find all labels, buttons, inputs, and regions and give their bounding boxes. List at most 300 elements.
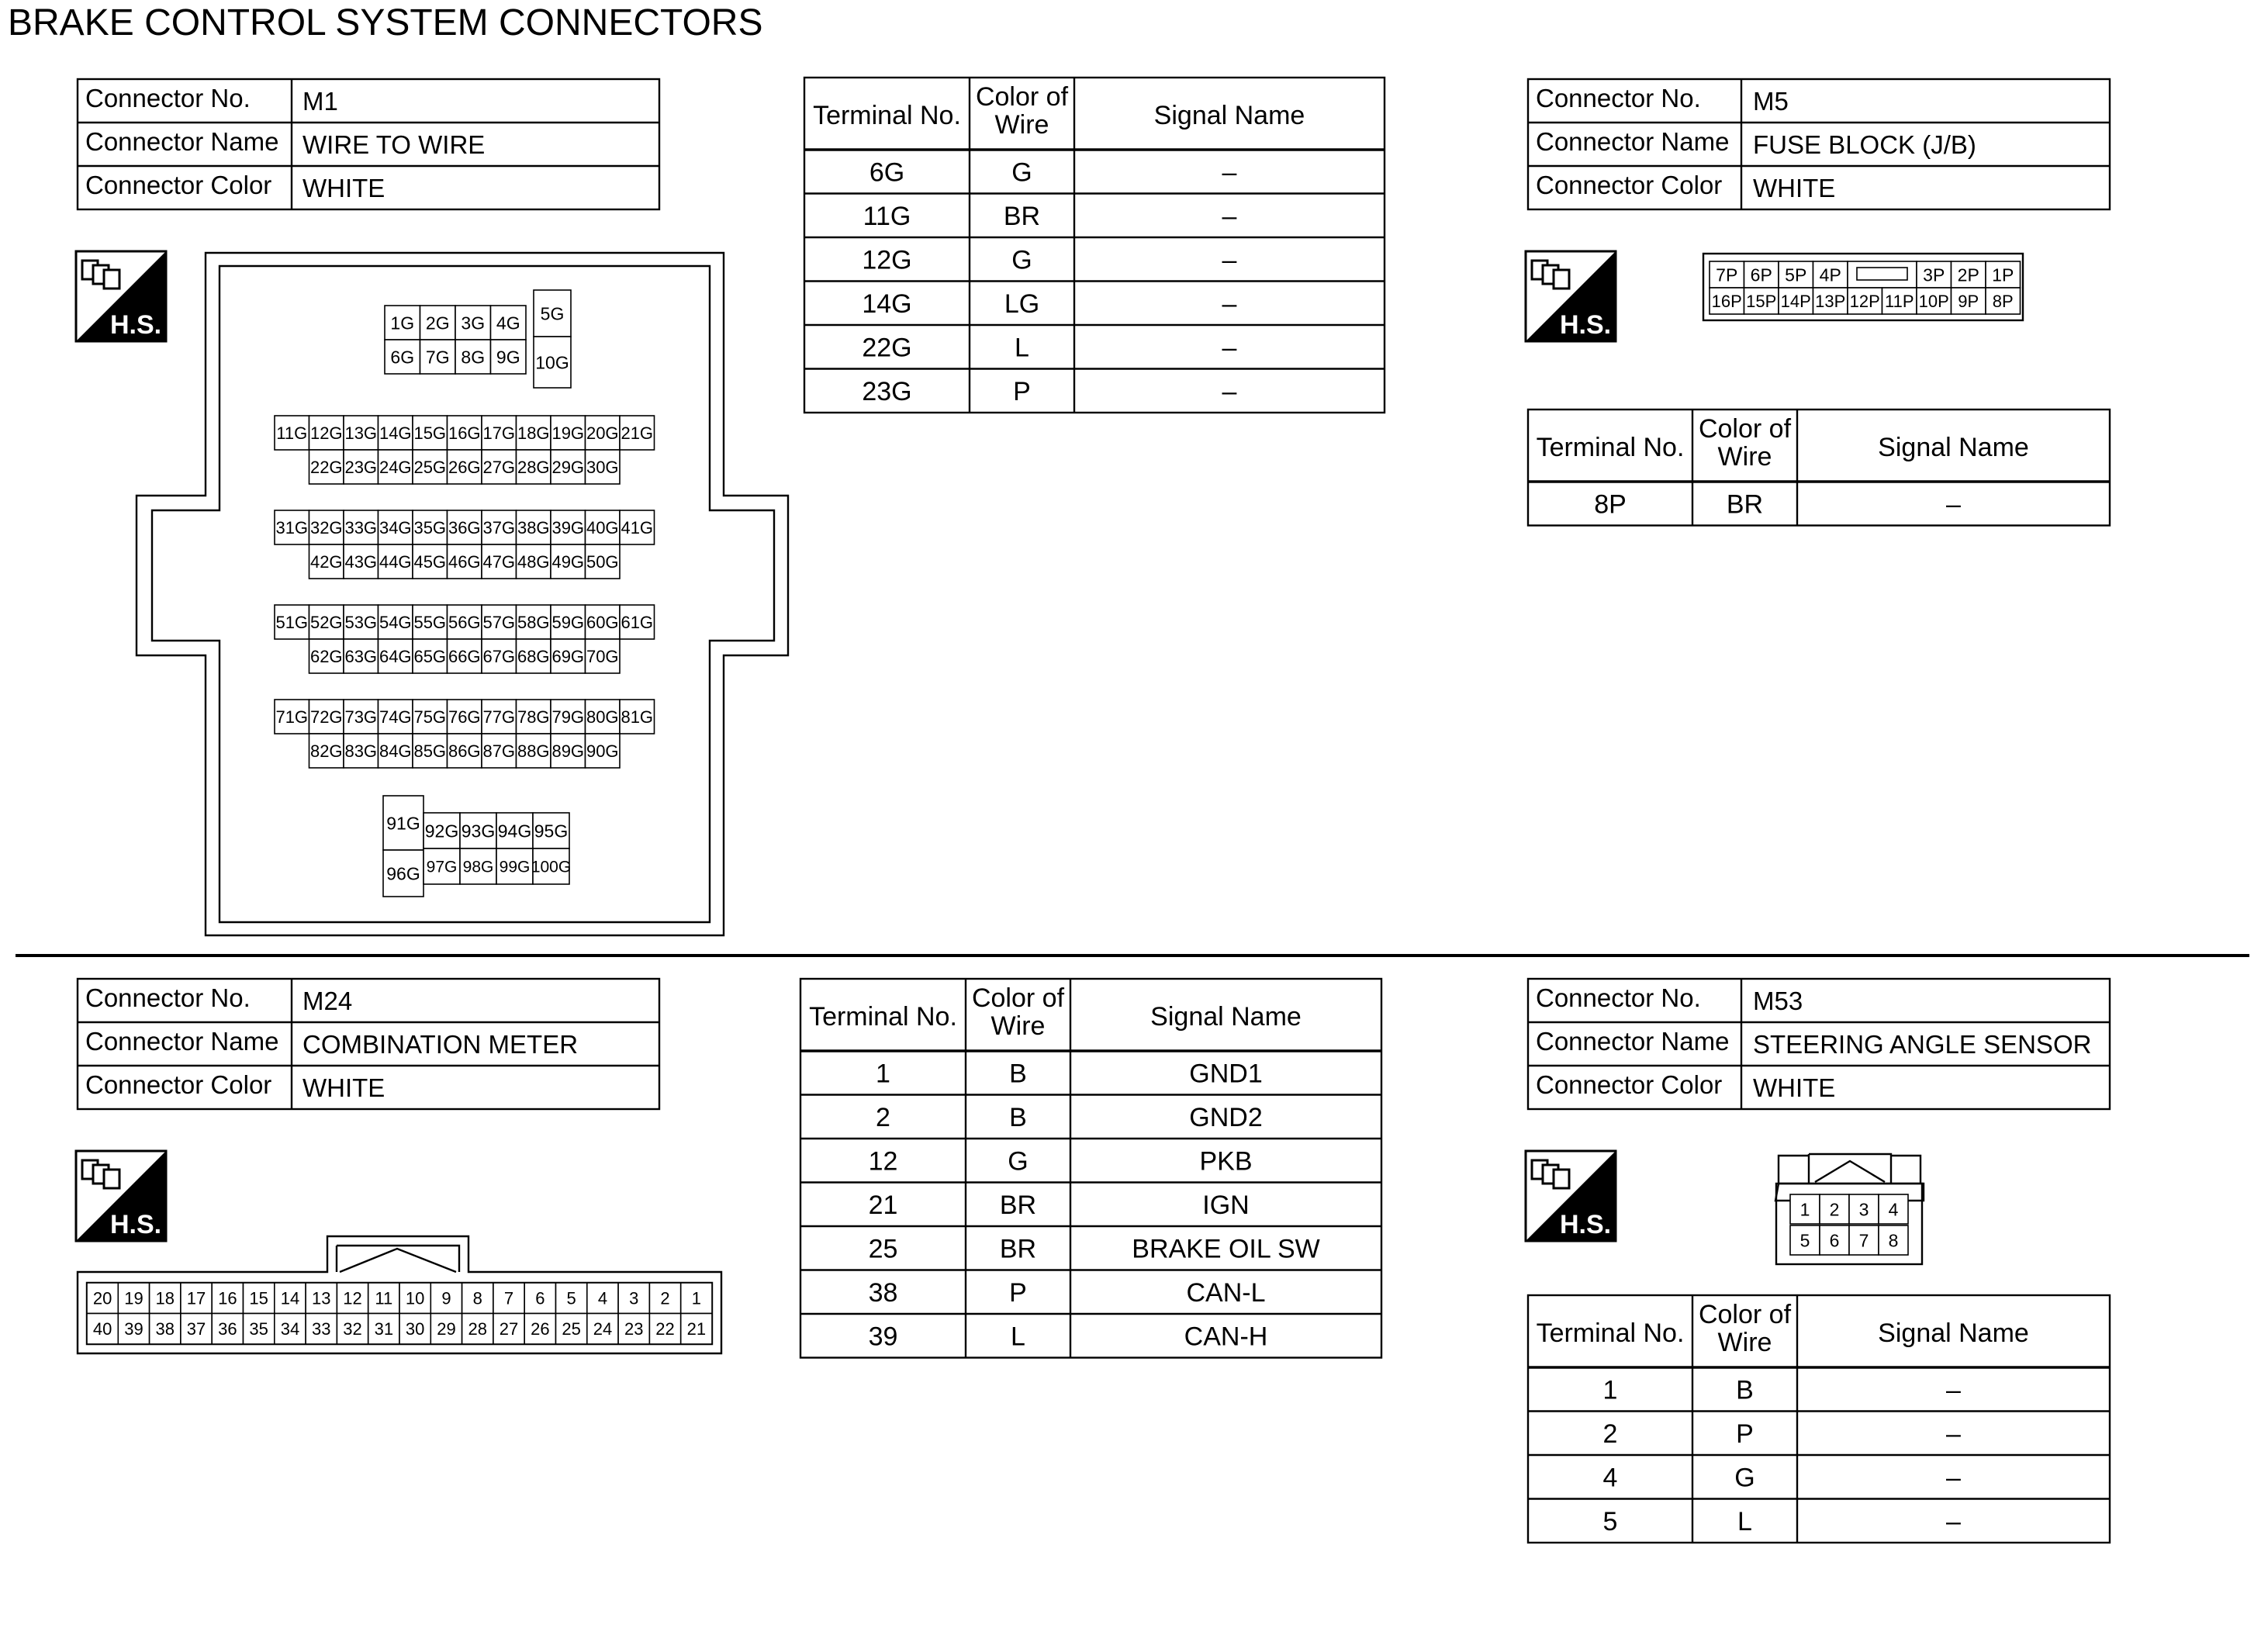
m1-pin-label: 38G [517,517,550,537]
table-row [1594,489,1961,519]
signal-name-cell: – [1946,1463,1961,1493]
m1-pin-label: 91G [386,813,420,834]
m5-connector-no-value: M5 [1753,87,1789,116]
m1-pin-label: 25G [413,457,447,477]
m53-pin-label: 5 [1799,1230,1810,1251]
m1-pin [379,605,413,639]
m24-connector-color-value: WHITE [303,1073,385,1102]
m1-pin-label: 84G [379,741,412,761]
m1-pin-label: 65G [413,646,447,666]
m1-pin-label: 34G [379,517,412,537]
m24-pin-label: 35 [249,1319,268,1339]
m24-pin [430,1314,462,1345]
m1-pin [413,734,448,768]
m1-pin [586,605,621,639]
table-row [863,202,1237,231]
m1-pin [482,416,517,450]
m1-pin-label: 12G [309,423,343,443]
m1-connector-color-value: WHITE [303,174,385,202]
m1-info-box [78,79,659,209]
m1-pin [309,416,344,450]
connector-m5 [1526,79,2110,526]
table-row [869,1322,1268,1351]
m24-pin [181,1283,212,1314]
m5-pin-label: 16P [1711,291,1742,311]
signal-name-cell: – [1222,157,1237,188]
m1-pin-label: 50G [586,551,619,572]
m1-pin [534,337,571,388]
m5-connector-color-label: Connector Color [1536,171,1723,199]
m1-pin-label: 19G [551,423,585,443]
m1-connector-no-value: M1 [303,87,338,116]
m24-pin [150,1283,181,1314]
m1-pin [413,605,448,639]
m1-pin [517,450,551,484]
m24-pin [556,1283,587,1314]
m1-pin [460,813,496,848]
wire-color-cell: P [1013,376,1031,406]
m1-pin-label: 35G [413,517,447,537]
m24-header-color-1: Color of [971,983,1065,1013]
m1-pin [420,340,456,374]
m24-header-color-2: Wire [990,1011,1046,1041]
m53-pin-label: 6 [1829,1230,1840,1251]
m1-pin [344,639,379,673]
m1-pin [424,848,460,884]
m24-pin [150,1314,181,1345]
table-row [876,1059,1263,1088]
wire-color-cell: BR [999,1190,1037,1220]
m24-pin-label: 12 [343,1288,362,1308]
terminal-cell: 11G [863,201,911,231]
m24-pin-label: 22 [655,1319,675,1339]
m1-pin-label: 96G [386,863,420,884]
wire-color-cell: P [1736,1419,1754,1449]
m1-pin [482,639,517,673]
wire-color-cell: BR [1003,201,1041,231]
signal-name-cell: – [1222,289,1237,319]
m1-pin-label: 5G [540,303,565,324]
m5-pin-label: 7P [1716,264,1738,285]
m24-pin [244,1283,275,1314]
m24-pin-label: 39 [124,1319,143,1339]
m1-pin-label: 42G [309,551,343,572]
m53-connector-name-label: Connector Name [1536,1027,1730,1056]
m53-pin [1849,1225,1879,1255]
m24-pin [649,1283,680,1314]
terminal-cell: 12G [862,245,912,275]
m53-header-signal: Signal Name [1878,1318,2029,1348]
m53-pin [1790,1225,1820,1255]
m5-hs-label: H.S. [1560,310,1612,340]
m24-pin-label: 32 [343,1319,362,1339]
wire-color-cell: L [1011,1322,1025,1352]
m5-pin-label: 15P [1746,291,1777,311]
connector-m1 [76,78,1385,935]
m1-pin [496,848,533,884]
m5-pin-label: 8P [1992,291,2014,311]
m1-pin [482,510,517,544]
m5-pin [1882,288,1917,314]
m5-header-signal: Signal Name [1878,433,2029,462]
m1-pin-label: 57G [482,612,516,632]
m1-pin [482,605,517,639]
m1-pin-label: 37G [482,517,516,537]
m24-pin-label: 33 [312,1319,331,1339]
m1-pin-label: 18G [517,423,550,443]
m1-header-color-1: Color of [975,82,1069,112]
m24-pin [649,1314,680,1345]
m5-hs-badge [1526,251,1616,341]
m1-pin [496,813,533,848]
m1-pin-label: 47G [482,551,516,572]
m24-pin-label: 23 [624,1319,644,1339]
m1-connector-name-label: Connector Name [85,127,279,156]
m53-connector-no-value: M53 [1753,987,1803,1015]
m1-pin-label: 61G [621,612,654,632]
m24-pin-layout [87,1283,712,1344]
page-title: BRAKE CONTROL SYSTEM CONNECTORS [8,2,763,43]
m24-pin-label: 14 [280,1288,300,1308]
m1-pin-label: 87G [482,741,516,761]
m24-pin [87,1283,118,1314]
m1-pin [482,734,517,768]
m1-pin-label: 92G [424,821,459,842]
m24-pin [337,1283,368,1314]
m1-pin [379,510,413,544]
signal-name-cell: BRAKE OIL SW [1132,1234,1320,1264]
m1-pin-label: 95G [534,821,569,842]
m1-hs-badge [76,251,166,341]
wire-color-cell: G [1734,1463,1755,1493]
m53-connector-color-value: WHITE [1753,1073,1836,1102]
connector-m53 [1526,979,2110,1543]
m24-pin-label: 1 [691,1288,701,1308]
m53-header-color-1: Color of [1698,1300,1792,1329]
m1-pin [482,450,517,484]
m1-pin-label: 16G [448,423,481,443]
m1-header-signal: Signal Name [1153,101,1305,130]
m1-pin [344,734,379,768]
m1-pin-label: 60G [586,612,619,632]
m1-pin [455,306,491,340]
terminal-cell: 1 [1602,1375,1618,1405]
m5-terminal-table [1528,410,2110,526]
m24-pin-label: 29 [437,1319,456,1339]
m24-pin-label: 30 [405,1319,425,1339]
m24-pin [181,1314,212,1345]
m5-header-color-1: Color of [1698,414,1792,444]
m1-pin-label: 6G [390,347,415,368]
m1-pin [275,700,309,734]
wire-color-cell: LG [1004,289,1040,319]
wire-color-cell: L [1737,1506,1752,1536]
m1-pin [586,416,621,450]
m5-pin-label: 11P [1884,291,1914,311]
m1-pin [586,734,621,768]
m1-pin-label: 83G [344,741,378,761]
m1-pin-label: 72G [309,707,343,727]
m1-pin-label: 80G [586,707,619,727]
m24-pin [618,1314,649,1345]
m1-pin [448,450,482,484]
m53-pin-label: 2 [1829,1199,1840,1220]
m1-pin [551,416,586,450]
m24-pin [399,1314,430,1345]
m5-pin [1779,261,1813,288]
table-row [876,1103,1263,1132]
m1-pin [309,544,344,579]
m1-pin [344,510,379,544]
m24-pin-label: 10 [405,1288,425,1308]
m1-pin-label: 20G [586,423,619,443]
m24-pin-label: 15 [249,1288,268,1308]
m1-pin [491,306,527,340]
signal-name-cell: – [1222,201,1237,231]
m1-pin [517,544,551,579]
m1-pin [517,700,551,734]
m1-pin [586,544,621,579]
table-row [869,1146,1253,1176]
signal-name-cell: CAN-H [1184,1322,1268,1352]
m5-pin [1986,261,2021,288]
m24-pin-label: 31 [374,1319,394,1339]
m24-pin [118,1283,149,1314]
m53-pin [1879,1194,1908,1224]
m1-pin-label: 70G [586,646,619,666]
m1-pin-label: 71G [275,707,309,727]
signal-name-cell: – [1222,376,1237,406]
m24-hs-badge [76,1151,166,1241]
m1-pin-label: 27G [482,457,516,477]
m24-header-signal: Signal Name [1150,1002,1302,1032]
m1-pin-label: 67G [482,646,516,666]
m5-pin [1710,288,1744,314]
table-row [1603,1507,1962,1536]
m1-pin-label: 43G [344,551,378,572]
m24-pin [275,1314,306,1345]
m1-pin-label: 36G [448,517,481,537]
m24-pin-label: 9 [441,1288,451,1308]
terminal-cell: 6G [869,157,905,188]
m1-pin-label: 59G [551,612,585,632]
m1-pin-label: 15G [413,423,447,443]
m1-pin [448,639,482,673]
m1-pin [413,639,448,673]
m1-pin [551,605,586,639]
table-row [869,157,1237,187]
m1-pin-label: 77G [482,707,516,727]
m1-pin [344,605,379,639]
wire-color-cell: B [1736,1375,1754,1405]
m5-pin [1813,288,1848,314]
m1-pin [275,416,309,450]
m1-pin-label: 85G [413,741,447,761]
m53-pin [1820,1225,1849,1255]
signal-name-cell: – [1222,245,1237,275]
m24-pin [212,1314,243,1345]
m5-pin-label: 1P [1992,264,2014,285]
m53-terminal-table [1528,1295,2110,1543]
terminal-cell: 14G [862,289,912,319]
m1-pin-label: 75G [413,707,447,727]
m1-pin-label: 2G [425,313,450,334]
m53-pin [1879,1225,1908,1255]
m24-pin-label: 27 [499,1319,519,1339]
m5-pin [1848,288,1882,314]
m1-pin-label: 66G [448,646,481,666]
m24-pin [681,1314,712,1345]
m1-pin-label: 89G [551,741,585,761]
m1-pin-label: 62G [309,646,343,666]
m1-pin-label: 86G [448,741,481,761]
m5-header-terminal: Terminal No. [1536,433,1685,462]
m1-pin [620,605,655,639]
terminal-cell: 5 [1602,1506,1618,1536]
m1-pin [448,700,482,734]
wire-color-cell: BR [999,1234,1037,1264]
m1-header-terminal: Terminal No. [813,101,961,130]
m1-pin [448,605,482,639]
m53-pin-label: 3 [1858,1199,1869,1220]
m1-pin-label: 23G [344,457,378,477]
m1-pin-label: 48G [517,551,550,572]
m24-pin [306,1314,337,1345]
m1-pin [586,450,621,484]
m5-pin-label: 6P [1750,264,1772,285]
m1-pin [482,544,517,579]
m5-pin-layout [1710,261,2021,314]
m5-connector-name-value: FUSE BLOCK (J/B) [1753,130,1976,159]
m24-pin [212,1283,243,1314]
m5-header-color-2: Wire [1717,442,1772,472]
m5-pin [1744,261,1779,288]
m5-pin [1813,261,1848,288]
m24-pin-label: 37 [186,1319,206,1339]
m24-pin-label: 18 [155,1288,175,1308]
m24-connector-name-label: Connector Name [85,1027,279,1056]
m5-pin-label: 14P [1780,291,1811,311]
m1-pin [420,306,456,340]
m1-pin [379,700,413,734]
m24-pin [493,1283,524,1314]
m5-pin-label: 4P [1819,264,1841,285]
m1-pin-label: 49G [551,551,585,572]
wire-color-cell: B [1009,1059,1027,1089]
m1-pin [309,734,344,768]
table-row [1603,1463,1962,1492]
m1-pin-label: 81G [621,707,654,727]
m1-pin [379,544,413,579]
m1-connector-name-value: WIRE TO WIRE [303,130,486,159]
m24-pin [493,1314,524,1345]
m5-connector-name-label: Connector Name [1536,127,1730,156]
m1-pin-label: 10G [535,352,569,373]
m1-pin-label: 64G [379,646,412,666]
m5-pin [1710,261,1744,288]
m1-pin-label: 31G [275,517,309,537]
m53-connector-color-label: Connector Color [1536,1070,1723,1099]
m24-pin [587,1314,618,1345]
table-row [862,333,1236,362]
m1-pin [344,416,379,450]
table-row [862,289,1236,319]
m1-pin-label: 76G [448,707,481,727]
m24-pin [618,1283,649,1314]
terminal-cell: 2 [1602,1419,1618,1449]
m53-pin-layout [1790,1194,1908,1255]
m1-pin-label: 1G [390,313,415,334]
m24-pin-label: 5 [566,1288,576,1308]
signal-name-cell: – [1946,1506,1961,1536]
terminal-cell: 12 [868,1146,898,1177]
connector-m24 [76,979,1381,1358]
m1-pin [517,416,551,450]
m24-pin [306,1283,337,1314]
m1-pin [482,700,517,734]
m1-pin [385,340,420,374]
m1-pin [620,416,655,450]
m5-pin-label: 3P [1923,264,1945,285]
m1-pin-label: 24G [379,457,412,477]
wire-color-cell: L [1015,333,1029,363]
terminal-cell: 8P [1594,489,1627,520]
m5-blank-slot [1857,268,1907,280]
m24-pin-label: 16 [218,1288,237,1308]
m1-pin-label: 54G [379,612,412,632]
wire-color-cell: G [1011,157,1032,188]
m24-pin-label: 17 [186,1288,206,1308]
m53-header-color-2: Wire [1717,1328,1772,1357]
m53-pin-label: 1 [1799,1199,1810,1220]
wire-color-cell: P [1009,1277,1027,1308]
m24-pin-label: 25 [562,1319,581,1339]
m5-pin [1952,261,1986,288]
m53-pin-label: 8 [1888,1230,1899,1251]
m1-pin [517,734,551,768]
m24-pin [524,1314,555,1345]
m1-pin-label: 11G [276,423,308,443]
m53-pin-label: 7 [1858,1230,1869,1251]
m1-pin [383,850,424,897]
terminal-cell: 23G [862,376,912,406]
signal-name-cell: – [1946,1375,1961,1405]
m24-pin [275,1283,306,1314]
m24-pin-label: 7 [503,1288,514,1308]
m1-pin-label: 58G [517,612,550,632]
terminal-cell: 39 [868,1322,898,1352]
m1-pin [383,796,424,850]
m1-pin [379,450,413,484]
m1-pin-layout [275,290,655,897]
m1-pin-label: 63G [344,646,378,666]
m1-pin [455,340,491,374]
m1-pin-label: 90G [586,741,619,761]
m1-pin [534,290,571,337]
m1-pin [517,605,551,639]
m24-pin-label: 8 [472,1288,482,1308]
m1-pin-label: 69G [551,646,585,666]
m1-pin-label: 51G [275,612,309,632]
m1-pin-label: 7G [425,347,450,368]
m1-pin [413,544,448,579]
m1-pin-label: 45G [413,551,447,572]
m1-pin [424,813,460,848]
m1-pin-label: 100G [531,858,572,876]
m24-hs-label: H.S. [110,1210,162,1239]
m1-pin [309,450,344,484]
m1-pin [448,416,482,450]
